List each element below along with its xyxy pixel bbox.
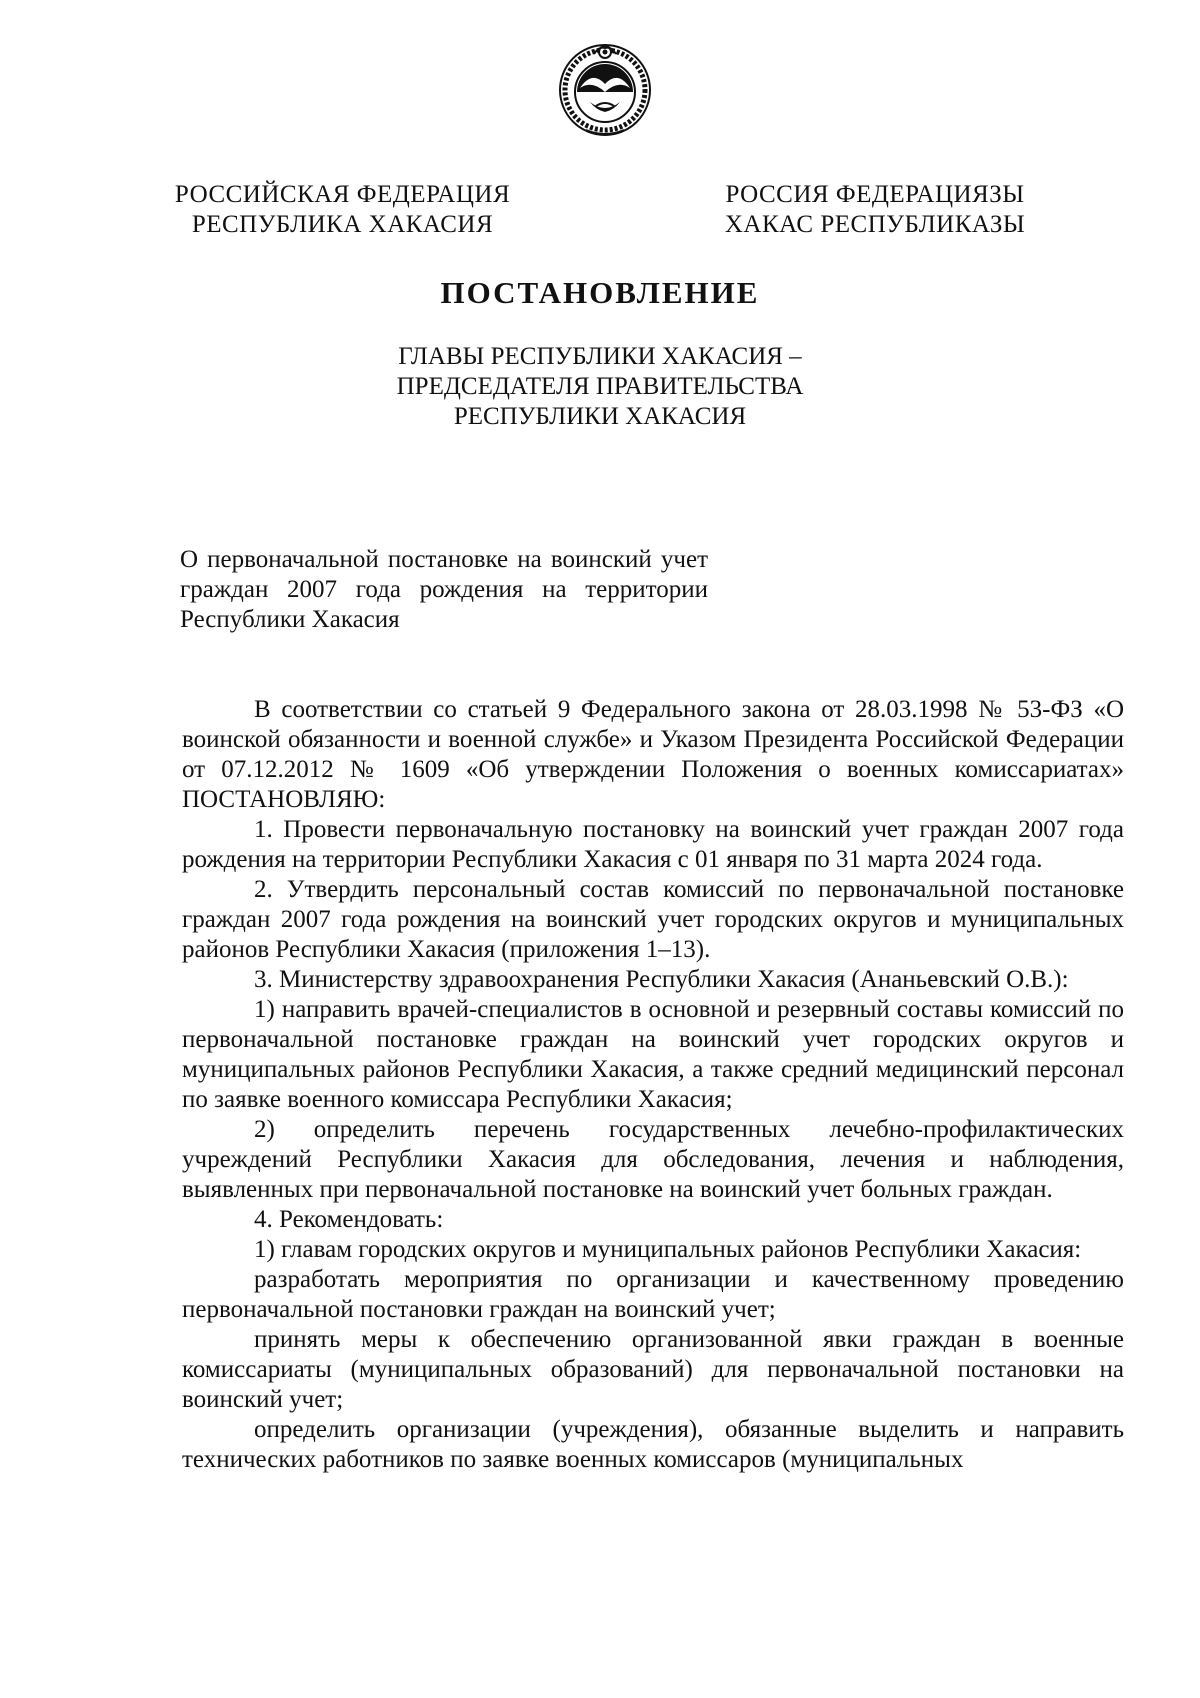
body-paragraph: 4. Рекомендовать:: [254, 1206, 444, 1233]
body-paragraph: В соответствии со статьей 9 Федерального закона от 28.03.1998 № 53-ФЗ «О воинской обязанности и военной службе» и Указом Президента Российской Федерации от 07.12.2012 № 1609 «Об утверждении Положения о военных комиссариатах» ПОСТАНОВЛЯЮ:: [182, 696, 1124, 813]
body-paragraph: 3. Министерству здравоохранения Республики Хакасия (Ананьевский О.В.):: [254, 966, 1069, 993]
body-paragraph: 1) направить врачей-специалистов в основной и резервный составы комиссий по первоначальной постановке граждан на воинский учет городских округов и муниципальных районов Республики Хакасия, а также средний медицинский персонал по заявке военного комиссара Республики Хакасия;: [182, 996, 1124, 1113]
khakassia-coat-of-arms-icon: [556, 40, 654, 140]
issuer-block: [0, 342, 1200, 432]
body-paragraph: 2. Утвердить персональный состав комиссий по первоначальной постановке граждан 2007 года рождения на воинский учет городских округов и муниципальных районов Республики Хакасия (приложения 1–13).: [182, 876, 1124, 963]
header-left-line: РЕСПУБЛИКА ХАКАСИЯ: [191, 211, 494, 238]
header-right-line: ХАКАС РЕСПУБЛИКАЗЫ: [724, 211, 1026, 238]
document-body: [182, 695, 1124, 1475]
body-paragraph: принять меры к обеспечению организованной явки граждан в военные комиссариаты (муниципальных образований) для первоначальной постановки на воинский учет;: [182, 1326, 1124, 1413]
document-type-title: ПОСТАНОВЛЕНИЕ: [440, 275, 760, 310]
issuer-line: РЕСПУБЛИКИ ХАКАСИЯ: [453, 403, 747, 430]
body-paragraph: 1. Провести первоначальную постановку на воинский учет граждан 2007 года рождения на территории Республики Хакасия с 01 января по 31 марта 2024 года.: [182, 816, 1124, 873]
header-right-line: РОССИЯ ФЕДЕРАЦИЯЗЫ: [725, 181, 1025, 208]
issuer-line: ПРЕДСЕДАТЕЛЯ ПРАВИТЕЛЬСТВА: [396, 373, 804, 400]
body-paragraph: определить организации (учреждения), обязанные выделить и направить технических работников по заявке военных комиссаров (муниципальных: [182, 1416, 1124, 1473]
body-paragraph: 1) главам городских округов и муниципальных районов Республики Хакасия:: [254, 1236, 1082, 1263]
header-right: [720, 180, 1030, 240]
body-paragraph: 2) определить перечень государственных лечебно-профилактических учреждений Республики Хакасия для обследования, лечения и наблюдения, выявленных при первоначальной постановке на воинский учет больных граждан.: [182, 1116, 1124, 1203]
header-left-line: РОССИЙСКАЯ ФЕДЕРАЦИЯ: [174, 181, 511, 208]
header-left: [170, 180, 515, 240]
body-paragraph: разработать мероприятия по организации и качественному проведению первоначальной постановки граждан на воинский учет;: [182, 1266, 1124, 1323]
issuer-line: ГЛАВЫ РЕСПУБЛИКИ ХАКАСИЯ –: [398, 343, 802, 370]
document-subject: О первоначальной постановке на воинский учет граждан 2007 года рождения на территории Республики Хакасия: [180, 546, 708, 633]
